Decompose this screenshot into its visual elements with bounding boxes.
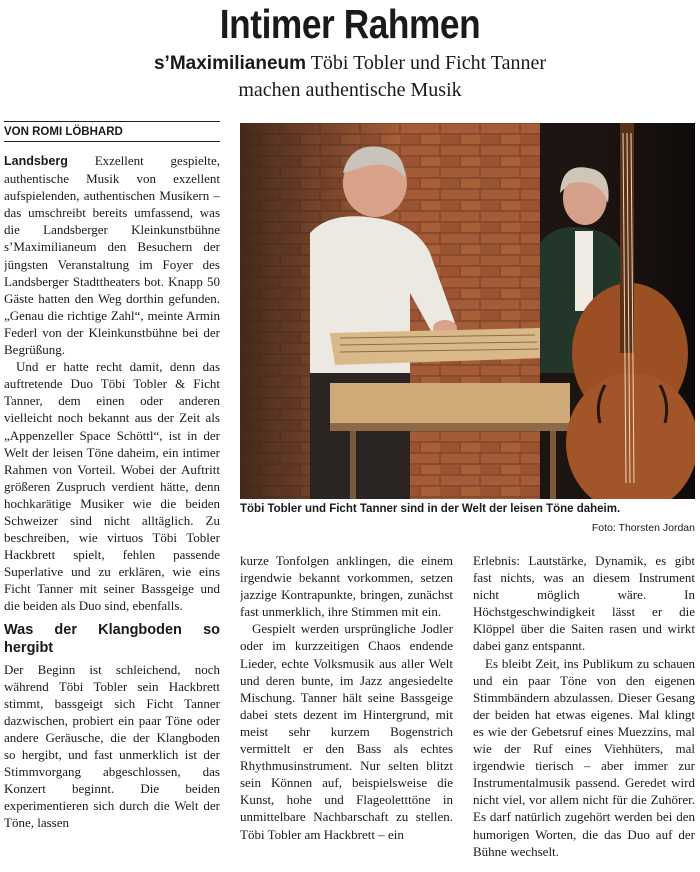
text-column-3 [473, 552, 695, 870]
section-subtitle: Was der Klangboden so hergibt [4, 621, 220, 656]
photo-credit: Foto: Thorsten Jordan [591, 522, 695, 534]
paragraph-1-text: Exzellent gespielte, authentische Musik von exzellent aufspielenden, authentischen Musikern – das umschreibt bereits umfassend, was die Landsberger Kleinkunstbühne s’Maximilianeum den Besuchern der jüngsten Veranstaltung im Foyer des Landsberger Stadttheaters bot. Knapp 50 Gäste hatten den Weg dorthin gefunden. „Genau die richtige Zahl“, meinte Armin Federl von der Kleinkunstbühne bei der Begrüßung. [4, 153, 220, 358]
paragraph-2: Und er hatte recht damit, denn das auftretende Duo Töbi Tobler & Ficht Tanner, dem einen oder anderen vielleicht noch bekannt aus der Zeit als „Appenzeller Space Schöttl“, ist in der Welt der leisen Töne daheim, ein intimer Rahmen von Vorteil. Wobei der Auftritt größeren Zuspruch verdient hätte, denn hochkarätige Musiker wie die beiden Schweizer sind nicht alltäglich. Zu beschreiben, wie virtuos Töbi Tobler Hackbrett spielt, fehlen passende Superlative und zu erklären, wie eins Ficht Tanner mit seiner Bassgeige und die beiden als Duo sind, ebenfalls. [4, 359, 220, 614]
subheadline-line-2: machen authentische Musik [238, 79, 462, 101]
subheadline-line-1 [0, 50, 700, 77]
text-column-1 [4, 152, 220, 868]
paragraph-6: Erlebnis: Lautstärke, Dynamik, es gibt fast nichts, was an diesem Instrument nicht möglich wäre. In Höchstgeschwindigkeit lässt er die Klöppel über die Saiten rasen und wirkt dabei ganz entspannt. [473, 553, 695, 654]
dateline: Landsberg [4, 154, 68, 168]
text-column-2 [240, 552, 453, 870]
paragraph-1 [4, 152, 220, 358]
paragraph-7: Es bleibt Zeit, ins Publikum zu schauen und ein paar Töne von den eigenen Stimmbändern abzulassen. Dieser Gesang der beiden hat etwas eigenes. Mal klingt es wie der Gebetsruf eines Muezzins, mal wie der Ruf eines Viehhüters, mal irgendwie tierisch – aber immer zur Instrumentalmusik passend. Geredet wird nicht viel, vor allem nicht für die Zuhörer. Es darf natürlich zugehört werden bei den humorigen Worten, die das Duo auf der Bühne wechselt. [473, 655, 695, 859]
kicker: s’Maximilianeum [153, 53, 307, 74]
photo-caption: Töbi Tobler und Ficht Tanner sind in der Welt der leisen Töne daheim. [240, 503, 621, 515]
concert-photo [240, 123, 695, 499]
paragraph-4: kurze Tonfolgen anklingen, die einem irgendwie bekannt vorkommen, setzen jazzige Kontrapunkte, bringen, zunächst fast unmerklich, ihre Stimmen mit ein. [240, 553, 453, 620]
subheadline [0, 50, 700, 103]
subheadline-text-1: Töbi Tobler und Ficht Tanner [310, 52, 546, 74]
paragraph-5: Gespielt werden ursprüngliche Jodler oder im kurzzeitigen Chaos endende Lieder, echte Volksmusik aus aller Welt und deren bunte, im Jazz angesiedelte Mischung. Tanner hält seine Bassgeige dabei stets dezent im Hintergrund, mit meist sehr kurzem Bogenstrich vermittelt er den Bass als echtes Rhythmusinstrument. Nur selten blitzt sein Können auf, beispielsweise die Kunst, hohe und Flageoletttöne in unmittelbare Nachbarschaft zu stellen. Töbi Tobler am Hackbrett – ein [240, 621, 453, 842]
paragraph-3: Der Beginn ist schleichend, noch während Töbi Tobler sein Hackbrett stimmt, bassgeigt sich Ficht Tanner dazwischen, probiert ein paar Töne oder andere Geräusche, die der Klangboden so hergibt, und fast unmerklich ist der Stimmvorgang abgeschlossen, das Konzert beginnt. Die beiden experimentieren sich durch die Welt der Töne, lassen [4, 661, 220, 831]
headline: Intimer Rahmen [219, 1, 481, 47]
byline: VON ROMI LÖBHARD [4, 121, 220, 142]
